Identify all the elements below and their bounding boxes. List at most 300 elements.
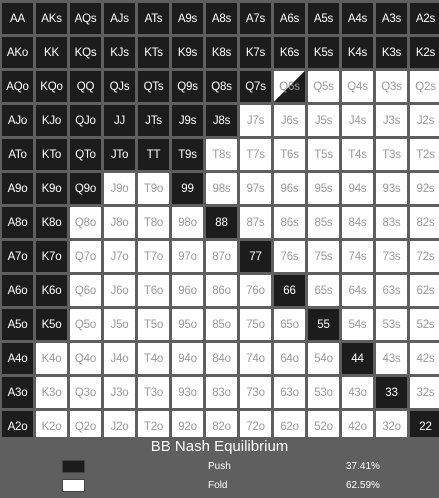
hand-cell <box>274 343 305 374</box>
hand-cell <box>206 377 237 408</box>
hand-cell <box>36 71 67 102</box>
hand-label: 93s <box>382 182 401 195</box>
hand-cell <box>138 3 169 34</box>
push-percentage: 37.41% <box>346 461 380 472</box>
hand-cell <box>342 377 373 408</box>
hand-label: T2s <box>416 148 435 161</box>
hand-label: A8o <box>7 216 28 229</box>
hand-cell <box>240 207 271 238</box>
hand-cell <box>36 105 67 136</box>
hand-label: J2o <box>110 420 129 433</box>
hand-cell <box>206 37 237 68</box>
hand-label: 42s <box>416 352 435 365</box>
legend-row-push <box>0 460 439 474</box>
hand-cell <box>172 139 203 170</box>
hand-cell <box>342 37 373 68</box>
hand-cell <box>308 207 339 238</box>
hand-label: K4o <box>41 352 62 365</box>
hand-label: 87s <box>246 216 265 229</box>
hand-cell <box>104 71 135 102</box>
hand-label: KJs <box>110 46 129 59</box>
hand-cell <box>206 275 237 306</box>
hand-cell <box>410 3 439 34</box>
hand-label: K2o <box>41 420 62 433</box>
hand-cell <box>308 71 339 102</box>
hand-label: J7o <box>110 250 129 263</box>
hand-cell <box>342 71 373 102</box>
hand-label: QTo <box>75 148 96 161</box>
hand-label: K9o <box>41 182 62 195</box>
hand-cell <box>410 377 439 408</box>
hand-cell <box>36 3 67 34</box>
hand-cell <box>2 37 33 68</box>
hand-label: 82s <box>416 216 435 229</box>
hand-cell <box>410 71 439 102</box>
hand-cell <box>376 139 407 170</box>
hand-label: J7s <box>246 114 265 127</box>
hand-label: AKo <box>6 46 29 59</box>
hand-cell <box>70 343 101 374</box>
hand-cell <box>410 105 439 136</box>
hand-cell <box>36 37 67 68</box>
hand-label: K6s <box>279 46 300 59</box>
hand-label: K9s <box>177 46 198 59</box>
hand-label: T2o <box>143 420 164 433</box>
hand-label: 32s <box>416 386 435 399</box>
hand-cell <box>308 309 339 340</box>
hand-label: Q9s <box>177 80 198 93</box>
hand-cell <box>36 343 67 374</box>
hand-label: A3s <box>381 12 402 25</box>
hand-label: ATs <box>144 12 163 25</box>
hand-label: AJs <box>110 12 129 25</box>
hand-cell <box>376 377 407 408</box>
hand-cell <box>240 3 271 34</box>
hand-cell <box>172 377 203 408</box>
hand-cell <box>138 343 169 374</box>
hand-cell <box>104 241 135 272</box>
hand-label: 64s <box>348 284 367 297</box>
hand-label: Q5o <box>74 318 97 331</box>
hand-cell <box>342 207 373 238</box>
hand-cell <box>308 241 339 272</box>
hand-label: A5o <box>7 318 28 331</box>
hand-label: 92s <box>416 182 435 195</box>
hand-cell <box>240 343 271 374</box>
hand-label: T5s <box>314 148 333 161</box>
hand-cell <box>342 105 373 136</box>
hand-cell <box>342 139 373 170</box>
hand-label: Q3o <box>74 386 97 399</box>
hand-label: T7s <box>246 148 265 161</box>
hand-label: 86o <box>212 284 231 297</box>
hand-label: Q6o <box>74 284 97 297</box>
hand-label: Q3s <box>381 80 402 93</box>
hand-label: 85s <box>314 216 333 229</box>
hand-label: 97o <box>178 250 197 263</box>
hand-label: T4o <box>143 352 164 365</box>
hand-cell <box>2 71 33 102</box>
hand-label: A2s <box>415 12 436 25</box>
hand-cell <box>138 37 169 68</box>
hand-label: J3s <box>382 114 401 127</box>
hand-cell <box>342 309 373 340</box>
hand-label: JTo <box>110 148 129 161</box>
hand-label: 22 <box>419 420 432 433</box>
hand-label: 84s <box>348 216 367 229</box>
hand-cell <box>70 71 101 102</box>
hand-cell <box>104 139 135 170</box>
hand-cell <box>104 377 135 408</box>
hand-label: 75s <box>314 250 333 263</box>
hand-cell <box>104 275 135 306</box>
hand-label: 53s <box>382 318 401 331</box>
hand-label: J5o <box>110 318 129 331</box>
hand-cell <box>274 241 305 272</box>
hand-cell <box>2 377 33 408</box>
hand-cell <box>206 343 237 374</box>
hand-cell <box>70 377 101 408</box>
hand-cell <box>2 3 33 34</box>
hand-label: 65s <box>314 284 333 297</box>
hand-label: Q9o <box>74 182 97 195</box>
hand-cell <box>308 173 339 204</box>
hand-label: 55 <box>317 318 330 331</box>
hand-label: A4s <box>347 12 368 25</box>
hand-label: 96o <box>178 284 197 297</box>
hand-label: K7o <box>41 250 62 263</box>
hand-label: T4s <box>348 148 367 161</box>
hand-cell <box>36 377 67 408</box>
hand-label: J5s <box>314 114 333 127</box>
hand-cell <box>2 343 33 374</box>
hand-cell <box>206 207 237 238</box>
hand-cell <box>410 275 439 306</box>
hand-cell <box>172 173 203 204</box>
hand-cell <box>274 275 305 306</box>
hand-cell <box>206 173 237 204</box>
hand-label: J4s <box>348 114 367 127</box>
hand-label: 74s <box>348 250 367 263</box>
hand-cell <box>138 377 169 408</box>
hand-cell <box>70 105 101 136</box>
hand-label: A2o <box>7 420 28 433</box>
hand-label: K8s <box>211 46 232 59</box>
hand-label: Q4o <box>74 352 97 365</box>
hand-label: 86s <box>280 216 299 229</box>
hand-cell <box>376 37 407 68</box>
hand-label: 92o <box>178 420 197 433</box>
hand-cell <box>138 139 169 170</box>
hand-cell <box>274 37 305 68</box>
push-label: Push <box>208 461 231 472</box>
hand-label: Q7o <box>74 250 97 263</box>
hand-cell <box>104 3 135 34</box>
hand-label: Q2o <box>74 420 97 433</box>
hand-label: KJo <box>41 114 62 127</box>
hand-cell <box>36 275 67 306</box>
hand-label: Q8o <box>74 216 97 229</box>
hand-label: 54o <box>314 352 333 365</box>
hand-label: KK <box>44 46 59 59</box>
hand-cell <box>36 241 67 272</box>
hand-cell <box>104 37 135 68</box>
hand-cell <box>206 241 237 272</box>
hand-cell <box>410 173 439 204</box>
hand-label: 76o <box>246 284 265 297</box>
hand-label: 73s <box>382 250 401 263</box>
hand-cell <box>342 275 373 306</box>
hand-label: 87o <box>212 250 231 263</box>
hand-cell <box>104 343 135 374</box>
hand-cell <box>410 139 439 170</box>
hand-cell <box>2 241 33 272</box>
hand-label: 84o <box>212 352 231 365</box>
hand-label: J6o <box>110 284 129 297</box>
hand-label: J2s <box>416 114 435 127</box>
hand-cell <box>342 241 373 272</box>
hand-cell <box>206 3 237 34</box>
hand-label: 73o <box>246 386 265 399</box>
hand-cell <box>172 309 203 340</box>
hand-cell <box>70 173 101 204</box>
hand-label: AQs <box>74 12 97 25</box>
hand-label: 95s <box>314 182 333 195</box>
hand-label: K5s <box>313 46 334 59</box>
hand-label: J9s <box>178 114 197 127</box>
hand-label: J6s <box>280 114 299 127</box>
hand-label: KTo <box>41 148 62 161</box>
hand-label: 99 <box>181 182 194 195</box>
hand-label: 53o <box>314 386 333 399</box>
hand-cell <box>206 105 237 136</box>
hand-label: QTs <box>143 80 164 93</box>
chart-title: BB Nash Equilibrium <box>150 438 289 455</box>
hand-cell <box>2 275 33 306</box>
hand-cell <box>138 309 169 340</box>
hand-cell <box>274 3 305 34</box>
hand-label: 83s <box>382 216 401 229</box>
hand-label: 96s <box>280 182 299 195</box>
fold-percentage: 62.59% <box>346 480 380 491</box>
hand-label: A8s <box>211 12 232 25</box>
hand-label: 65o <box>280 318 299 331</box>
hand-label: 83o <box>212 386 231 399</box>
hand-cell <box>104 173 135 204</box>
hand-label: 98o <box>178 216 197 229</box>
hand-cell <box>274 309 305 340</box>
hand-label: Q7s <box>245 80 266 93</box>
hand-label: K4s <box>347 46 368 59</box>
hand-cell <box>138 105 169 136</box>
hand-label: 42o <box>348 420 367 433</box>
hand-label: KTs <box>144 46 163 59</box>
hand-label: J3o <box>110 386 129 399</box>
hand-cell <box>342 343 373 374</box>
fold-label: Fold <box>208 480 228 491</box>
hand-label: A5s <box>313 12 334 25</box>
hand-label: QQ <box>76 80 95 93</box>
hand-label: AQo <box>6 80 29 93</box>
hand-label: TT <box>146 148 161 161</box>
hand-cell <box>376 343 407 374</box>
hand-label: 85o <box>212 318 231 331</box>
hand-cell <box>376 275 407 306</box>
hand-label: 54s <box>348 318 367 331</box>
hand-cell <box>308 275 339 306</box>
hand-cell <box>410 343 439 374</box>
hand-cell <box>172 3 203 34</box>
hand-label: K6o <box>41 284 62 297</box>
hand-cell <box>138 71 169 102</box>
hand-label: J4o <box>110 352 129 365</box>
hand-label: T6s <box>280 148 299 161</box>
hand-label: A9s <box>177 12 198 25</box>
hand-cell <box>206 71 237 102</box>
hand-cell <box>2 309 33 340</box>
hand-cell <box>70 3 101 34</box>
hand-label: 43s <box>382 352 401 365</box>
hand-cell <box>274 71 305 102</box>
hand-cell <box>410 207 439 238</box>
hand-label: 94o <box>178 352 197 365</box>
hand-label: JJ <box>113 114 126 127</box>
hand-label: 32o <box>382 420 401 433</box>
hand-label: Q4s <box>347 80 368 93</box>
hand-label: AA <box>10 12 25 25</box>
hand-cell <box>172 105 203 136</box>
hand-label: 98s <box>212 182 231 195</box>
hand-cell <box>274 105 305 136</box>
hand-cell <box>410 241 439 272</box>
hand-cell <box>172 37 203 68</box>
hand-cell <box>36 207 67 238</box>
hand-label: ATo <box>8 148 27 161</box>
hand-cell <box>70 309 101 340</box>
hand-label: A3o <box>7 386 28 399</box>
summary-panel <box>0 437 439 498</box>
hand-label: K5o <box>41 318 62 331</box>
hand-cell <box>172 207 203 238</box>
hand-cell <box>274 139 305 170</box>
hand-cell <box>240 241 271 272</box>
hand-cell <box>376 71 407 102</box>
hand-cell <box>376 3 407 34</box>
hand-label: K3o <box>41 386 62 399</box>
hand-cell <box>240 309 271 340</box>
hand-label: K2s <box>415 46 436 59</box>
hand-cell <box>36 309 67 340</box>
hand-cell <box>376 105 407 136</box>
hand-label: T9o <box>143 182 164 195</box>
hand-label: 77 <box>249 250 262 263</box>
hand-label: T8o <box>143 216 164 229</box>
hand-label: 63s <box>382 284 401 297</box>
hand-label: 62s <box>416 284 435 297</box>
hand-cell <box>70 275 101 306</box>
hand-cell <box>240 37 271 68</box>
hand-cell <box>172 343 203 374</box>
hand-cell <box>172 241 203 272</box>
hand-label: T9s <box>178 148 197 161</box>
hand-cell <box>308 139 339 170</box>
hand-label: J9o <box>110 182 129 195</box>
hand-cell <box>2 207 33 238</box>
hand-cell <box>240 105 271 136</box>
hand-label: T6o <box>143 284 164 297</box>
hand-label: J8o <box>110 216 129 229</box>
hand-cell <box>70 139 101 170</box>
hand-cell <box>376 309 407 340</box>
hand-label: T3s <box>382 148 401 161</box>
hand-label: Q2s <box>415 80 436 93</box>
hand-label: 75o <box>246 318 265 331</box>
hand-cell <box>240 173 271 204</box>
hand-label: 63o <box>280 386 299 399</box>
hand-label: KQs <box>74 46 97 59</box>
hand-label: A7s <box>245 12 266 25</box>
hand-label: K7s <box>245 46 266 59</box>
hand-cell <box>308 343 339 374</box>
hand-cell <box>138 241 169 272</box>
hand-label: K8o <box>41 216 62 229</box>
hand-cell <box>36 139 67 170</box>
hand-cell <box>172 71 203 102</box>
hand-cell <box>376 207 407 238</box>
hand-label: AKs <box>41 12 62 25</box>
hand-label: 64o <box>280 352 299 365</box>
hand-label: T7o <box>143 250 164 263</box>
hand-cell <box>104 105 135 136</box>
hand-label: J8s <box>212 114 231 127</box>
hand-cell <box>308 3 339 34</box>
hand-label: 72s <box>416 250 435 263</box>
hand-label: 94s <box>348 182 367 195</box>
hand-cell <box>240 139 271 170</box>
hand-label: 82o <box>212 420 231 433</box>
hand-label: QJo <box>75 114 96 127</box>
hand-cell <box>308 105 339 136</box>
hand-cell <box>70 241 101 272</box>
hand-cell <box>376 173 407 204</box>
hand-cell <box>206 309 237 340</box>
hand-label: A7o <box>7 250 28 263</box>
hand-label: 33 <box>385 386 398 399</box>
hand-label: 66 <box>283 284 296 297</box>
hand-label: 74o <box>246 352 265 365</box>
hand-label: KQo <box>40 80 63 93</box>
hand-label: A4o <box>7 352 28 365</box>
hand-cell <box>70 207 101 238</box>
hand-label: 72o <box>246 420 265 433</box>
hand-label: 88 <box>215 216 228 229</box>
fold-color-swatch <box>62 479 85 492</box>
legend-row-fold <box>0 479 439 493</box>
hand-cell <box>104 309 135 340</box>
hand-label: 76s <box>280 250 299 263</box>
hand-label: 93o <box>178 386 197 399</box>
hand-label: QJs <box>109 80 130 93</box>
hand-label: T8s <box>212 148 231 161</box>
hand-label: AJo <box>7 114 28 127</box>
hand-label: Q6s <box>279 80 300 93</box>
hand-cell <box>2 139 33 170</box>
hand-cell <box>138 207 169 238</box>
hand-cell <box>342 173 373 204</box>
hand-cell <box>172 275 203 306</box>
hand-cell <box>308 377 339 408</box>
hand-cell <box>70 37 101 68</box>
